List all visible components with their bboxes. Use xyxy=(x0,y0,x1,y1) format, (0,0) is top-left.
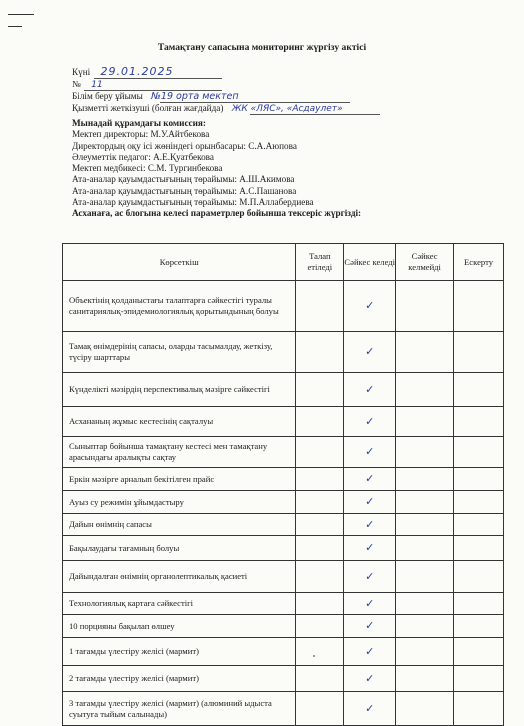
note-cell xyxy=(454,491,504,514)
noncompliant-cell xyxy=(396,536,454,561)
required-cell xyxy=(296,536,344,561)
required-cell xyxy=(296,373,344,407)
indicator-cell: Асхананың жұмыс кестесінің сақталуы xyxy=(63,407,296,437)
note-cell xyxy=(454,281,504,332)
school-value: №19 орта мектеп xyxy=(151,91,239,102)
note-cell xyxy=(454,373,504,407)
table-row xyxy=(63,491,504,514)
table-row xyxy=(63,468,504,491)
compliant-cell xyxy=(344,468,396,491)
inspection-intro: Асханаға, ас блогына келесі параметрлер бойынша тексеріс жүргізді: xyxy=(72,208,362,219)
required-cell xyxy=(296,666,344,692)
noncompliant-cell xyxy=(396,468,454,491)
indicator-cell: Еркін мәзірге арналып бекітілген прайс xyxy=(63,468,296,491)
table-row xyxy=(63,615,504,638)
required-cell xyxy=(296,332,344,373)
commission-member: Мектеп медбикесі: С.М. Тургинбекова xyxy=(72,163,223,174)
indicator-cell: Объектінің қолданыстағы талаптарға сәйкестігі туралы санитариялық-эпидемиологиялық қорытындының болуы xyxy=(63,281,296,332)
compliant-cell xyxy=(344,373,396,407)
commission-block xyxy=(72,118,361,220)
date-value: 29.01.2025 xyxy=(100,65,174,78)
checkmark-icon: ✓ xyxy=(365,345,375,358)
noncompliant-cell xyxy=(396,437,454,468)
table-row xyxy=(63,561,504,593)
table-row xyxy=(63,437,504,468)
compliant-cell xyxy=(344,593,396,615)
scan-mark xyxy=(8,26,22,27)
indicator-cell: 10 порцияны бақылап өлшеу xyxy=(63,615,296,638)
supplier-value: ЖК «ЛЯС», «Асдаулет» xyxy=(231,104,343,114)
noncompliant-cell xyxy=(396,407,454,437)
noncompliant-cell xyxy=(396,332,454,373)
required-cell xyxy=(296,692,344,726)
noncompliant-cell xyxy=(396,593,454,615)
checkmark-icon: ✓ xyxy=(365,495,375,508)
required-cell xyxy=(296,407,344,437)
compliant-cell xyxy=(344,491,396,514)
indicator-cell: Технологиялық картаға сәйкестігі xyxy=(63,593,296,615)
table-row xyxy=(63,281,504,332)
compliant-cell xyxy=(344,536,396,561)
indicator-cell: Күнделікті мәзірдің перспективалық мәзірге сәйкестігі xyxy=(63,373,296,407)
note-cell xyxy=(454,514,504,536)
noncompliant-cell xyxy=(396,561,454,593)
header-compliant: Сәйкес келеді xyxy=(344,244,396,281)
indicator-cell: Дайындалған өнімнің органолептикалық қасиеті xyxy=(63,561,296,593)
indicator-cell: Сыныптар бойынша тамақтану кестесі мен тамақтану арасындағы аралықты сақтау xyxy=(63,437,296,468)
commission-member: Ата-аналар қауымдастығының төрайымы: А.С.Пашанова xyxy=(72,185,297,196)
table-row xyxy=(63,638,504,666)
noncompliant-cell xyxy=(396,692,454,726)
required-cell xyxy=(296,615,344,638)
noncompliant-cell xyxy=(396,514,454,536)
compliant-cell xyxy=(344,437,396,468)
note-cell xyxy=(454,638,504,666)
table-row xyxy=(63,593,504,615)
note-cell xyxy=(454,593,504,615)
indicator-cell: 2 тағамды үлестіру желісі (мармит) xyxy=(63,666,296,692)
compliant-cell xyxy=(344,666,396,692)
note-cell xyxy=(454,692,504,726)
supplier-label: Қызметті жеткізуші (болған жағдайда) xyxy=(72,103,224,113)
checkmark-icon: ✓ xyxy=(365,382,375,396)
checkmark-icon: ✓ xyxy=(365,541,375,554)
date-label: Күні xyxy=(72,67,91,77)
noncompliant-cell xyxy=(396,491,454,514)
note-cell xyxy=(454,666,504,692)
table-row xyxy=(63,514,504,536)
table-row xyxy=(63,373,504,407)
note-cell xyxy=(454,536,504,561)
noncompliant-cell xyxy=(396,638,454,666)
note-cell xyxy=(454,332,504,373)
table-row xyxy=(63,332,504,373)
checkmark-icon: ✓ xyxy=(365,619,375,632)
required-cell xyxy=(296,514,344,536)
required-cell xyxy=(296,437,344,468)
table-row xyxy=(63,666,504,692)
noncompliant-cell xyxy=(396,615,454,638)
checkmark-icon: ✓ xyxy=(365,671,375,685)
checkmark-icon: ✓ xyxy=(365,701,375,715)
compliant-cell xyxy=(344,638,396,666)
number-label: № xyxy=(72,79,81,89)
commission-member: Ата-аналар қауымдастығының төрайымы: М.П.Аллабердиева xyxy=(72,197,314,208)
required-cell xyxy=(296,593,344,615)
header-required: Талап етіледі xyxy=(296,244,344,281)
date-field xyxy=(72,66,173,78)
indicator-cell: Дайын өнімнің сапасы xyxy=(63,514,296,536)
checkmark-icon: ✓ xyxy=(365,569,375,583)
compliant-cell xyxy=(344,692,396,726)
scan-speck xyxy=(313,655,315,657)
compliant-cell xyxy=(344,281,396,332)
commission-member: Ата-аналар қауымдастығының төрайымы: А.Ш.Акимова xyxy=(72,174,295,185)
header-note: Ескерту xyxy=(454,244,504,281)
noncompliant-cell xyxy=(396,373,454,407)
inspection-table xyxy=(62,243,504,726)
indicator-cell: 1 тағамды үлестіру желісі (мармит) xyxy=(63,638,296,666)
table-header-row xyxy=(63,244,504,281)
note-cell xyxy=(454,437,504,468)
compliant-cell xyxy=(344,615,396,638)
commission-member: Мектеп директоры: М.У.Айтбекова xyxy=(72,129,210,140)
indicator-cell: 3 тағамды үлестіру желісі (мармит) (алюминий ыдыста суытуға тыйым салынады) xyxy=(63,692,296,726)
required-cell xyxy=(296,638,344,666)
checkmark-icon: ✓ xyxy=(365,517,375,531)
required-cell xyxy=(296,491,344,514)
commission-member: Директордың оқу ісі жөніндегі орынбасары: С.А.Аюпова xyxy=(72,140,297,151)
checkmark-icon: ✓ xyxy=(365,472,375,485)
table-row xyxy=(63,536,504,561)
compliant-cell xyxy=(344,514,396,536)
noncompliant-cell xyxy=(396,281,454,332)
commission-heading: Мынадай құрамдағы комиссия: xyxy=(72,118,206,128)
required-cell xyxy=(296,468,344,491)
indicator-cell: Ауыз су режимін ұйымдастыру xyxy=(63,491,296,514)
note-cell xyxy=(454,407,504,437)
note-cell xyxy=(454,468,504,491)
number-value: 11 xyxy=(91,79,103,90)
compliant-cell xyxy=(344,332,396,373)
checkmark-icon: ✓ xyxy=(365,596,375,610)
header-indicator: Көрсеткіш xyxy=(63,244,296,281)
compliant-cell xyxy=(344,407,396,437)
note-cell xyxy=(454,615,504,638)
document-title: Тамақтану сапасына мониторинг жүргізу актісі xyxy=(157,42,367,53)
school-label: Білім беру ұйымы xyxy=(72,91,143,101)
checkmark-icon: ✓ xyxy=(365,414,375,428)
header-noncompliant: Сәйкес келмейді xyxy=(396,244,454,281)
noncompliant-cell xyxy=(396,666,454,692)
commission-member: Әлеуметтік педагог: А.Е.Қуатбекова xyxy=(72,151,214,162)
required-cell xyxy=(296,561,344,593)
indicator-cell: Тамақ өнімдерінің сапасы, оларды тасымалдау, жеткізу, түсіру шарттары xyxy=(63,332,296,373)
table-row xyxy=(63,692,504,726)
compliant-cell xyxy=(344,561,396,593)
scan-mark xyxy=(8,14,34,15)
indicator-cell: Бақылаудағы тағамның болуы xyxy=(63,536,296,561)
checkmark-icon: ✓ xyxy=(365,644,375,658)
note-cell xyxy=(454,561,504,593)
required-cell xyxy=(296,281,344,332)
table-row xyxy=(63,407,504,437)
checkmark-icon: ✓ xyxy=(365,445,375,458)
checkmark-icon: ✓ xyxy=(365,299,375,312)
